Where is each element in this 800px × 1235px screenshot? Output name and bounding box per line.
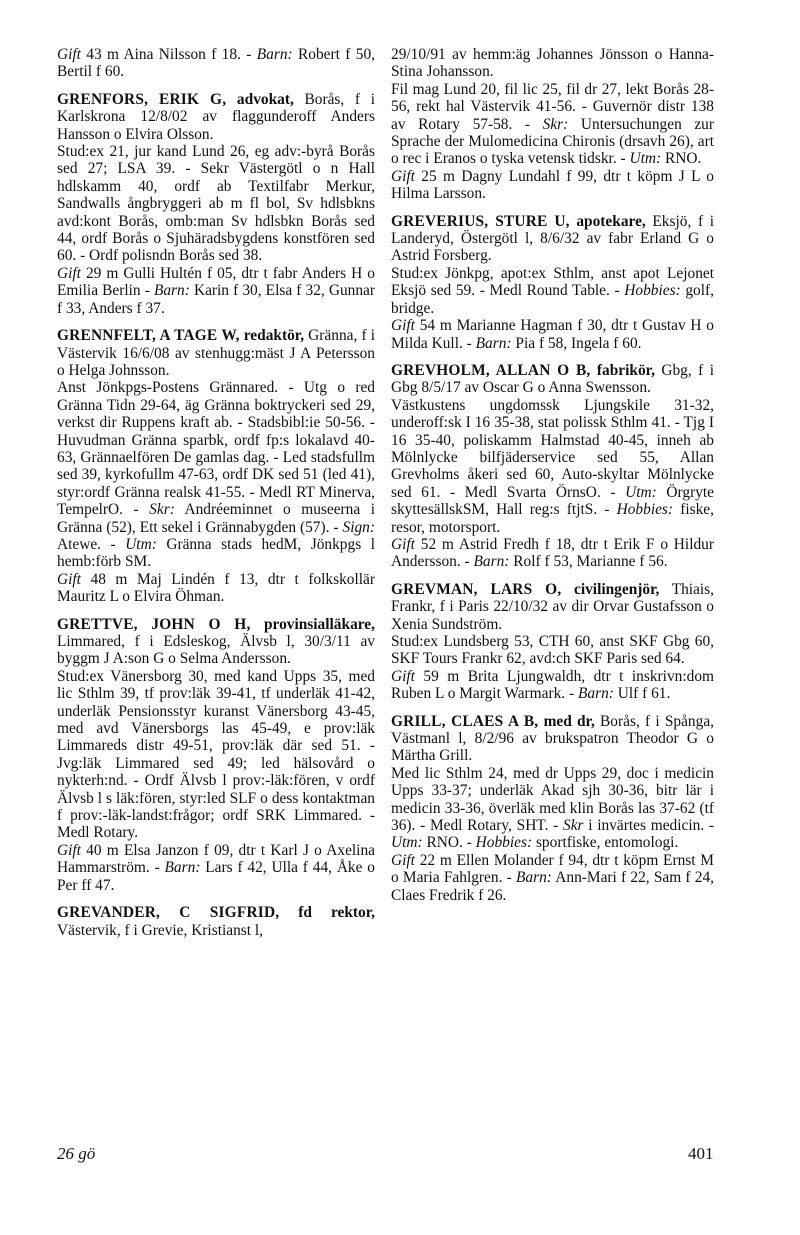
entry-title: fabrikör,: [590, 361, 655, 379]
utm-text: Örgryte skyttesällskSM, Hall reg:s ftjtS. -: [391, 483, 714, 519]
utm-text: RNO.: [661, 150, 702, 168]
gift-text: 52 m Astrid Fredh f 18, dtr t Erik F o Hildur Andersson. -: [391, 535, 714, 571]
entry-grennfelt: [57, 327, 375, 606]
gift-label: Gift: [391, 167, 415, 185]
entry-title: apotekare,: [569, 212, 646, 230]
gift-text: 40 m Elsa Janzon f 09, dtr t Karl J o Axelina Hammarström. -: [57, 841, 375, 877]
entry-body: [391, 765, 714, 852]
entry-intro: Thiais, Frankr, f i Paris 22/10/32 av dir Orvar Gustafsson o Xenia Sundström.: [391, 580, 715, 633]
entry-title: civilingenjör,: [561, 580, 660, 598]
hobbies-label: Hobbies:: [624, 282, 681, 300]
entry-intro: Eksjö, f i Landeryd, Östergötl l, 8/6/32 av fabr Erland G o Astrid Forsberg.: [391, 212, 714, 265]
gift-line: [57, 265, 375, 317]
barn-text: Ann-Mari f 22, Sam f 24, Claes Fredrik f 26.: [391, 869, 714, 904]
entry-intro: Gbg, f i Gbg 8/5/17 av Oscar G o Anna Swensson.: [391, 361, 714, 397]
left-column: [57, 46, 375, 949]
gift-line: [391, 852, 714, 904]
skr-text: Andréeminnet o museerna i Gränna (52), Ett sekel i Grännabygden (57). -: [57, 501, 375, 536]
body-text: Anst Jönkpgs-Postens Grännared. - Utg o red Gränna Tidn 29-64, äg Gränna boktryckeri sed 29, verkst dir Ruppens kraft ab. - Stadsbibl:ie 50-56. - Huvudman Gränna sparbk, ordf fp:s lokalavd 40-63, Grännaelfören De gamlas dag. - Led stadsfullm sed 39, kyrkofullm 47-63, ordf DK sed 51 (led 41), styr:ordf Gränna realsk 41-55. - Medl RT Minerva, TempelrO. -: [57, 379, 375, 519]
utm-label: Utm:: [629, 150, 662, 168]
entry-intro: Borås, f i Karlskrona 12/8/02 av flaggunderoff Anders Hansson o Elvira Olsson.: [57, 90, 375, 143]
skr-label: Skr: [563, 817, 584, 835]
entry-name: GRETTVE, JOHN O H,: [57, 615, 251, 633]
barn-label: Barn:: [164, 859, 201, 877]
entry-title: fd rektor,: [279, 904, 375, 922]
entry-body: Stud:ex Lundsberg 53, CTH 60, anst SKF Gbg 60, SKF Tours Frankr 62, avd:ch SKF Paris sed 64.: [391, 633, 714, 668]
gift-label: Gift: [57, 570, 81, 588]
entry-title: provinsialläkare,: [250, 615, 375, 633]
gift-label: Gift: [391, 317, 415, 335]
barn-label: Barn:: [473, 553, 510, 571]
gift-line: [391, 668, 714, 703]
barn-label: Barn:: [256, 46, 293, 63]
gift-label: Gift: [57, 264, 81, 282]
skr-text: Untersuchungen zur Sprache der Mulomedicina Chironis (drsavh 26), art o rec i Eranos o tyska vetensk tidskr. -: [391, 115, 715, 168]
entry-header: [57, 616, 375, 668]
entry-title: advokat,: [226, 90, 294, 108]
body-text: Med lic Sthlm 24, med dr Upps 29, doc i medicin Upps 33-37; underläk Akad sjh 30-36, bitr lär i medicin 33-36, överläk med klin Borås las 37-62 (tf 36). - Medl Rotary, SHT. -: [391, 764, 714, 835]
gift-line: [57, 571, 375, 606]
entry-header: [391, 581, 714, 633]
signature-mark: 26 gö: [57, 1144, 96, 1163]
gift-line: [391, 536, 714, 571]
skr-label: Skr:: [542, 115, 569, 133]
utm-text: Gränna stads hedM, Jönkpgs l hemb:förb SM.: [57, 535, 375, 571]
gift-label: Gift: [57, 841, 81, 859]
entry-title: redaktör,: [239, 327, 305, 345]
entry-intro: Borås, f i Spånga, Västmanl l, 8/2/96 av brukspatron Theodor G o Märtha Grill.: [391, 712, 715, 765]
gift-label: Gift: [391, 667, 415, 685]
entry-name: GREVERIUS, STURE U,: [391, 212, 570, 230]
entry-name: GRENFORS, ERIK G,: [57, 90, 227, 108]
utm-label: Utm:: [625, 483, 657, 501]
gift-text: 25 m Dagny Lundahl f 99, dtr t köpm J L o Hilma Larsson.: [391, 167, 714, 203]
barn-text: Karin f 30, Elsa f 32, Gunnar f 33, Anders f 37.: [57, 282, 375, 317]
body-text: Fil mag Lund 20, fil lic 25, fil dr 27, lekt Borås 28-56, rekt hal Västervik 41-56. - Guvernör distr 138 av Rotary 57-58. -: [391, 80, 714, 133]
entry-name: GREVHOLM, ALLAN O B,: [391, 361, 591, 379]
entry-grill: [391, 713, 714, 904]
entry-intro-continued: 29/10/91 av hemm:äg Johannes Jönsson o Hanna-Stina Johansson.: [391, 46, 714, 81]
entry-name: GRENNFELT, A TAGE W,: [57, 327, 240, 345]
gift-text: 59 m Brita Ljungwaldh, dtr t inskrivn:dom Ruben L o Margit Warmark. -: [391, 667, 714, 703]
entry-grevander: [57, 904, 375, 939]
gift-line: [57, 46, 375, 81]
gift-label: Gift: [391, 851, 415, 869]
barn-label: Barn:: [577, 685, 614, 703]
gift-text: 54 m Marianne Hagman f 30, dtr t Gustav H o Milda Kull. -: [391, 317, 714, 352]
entry-body: [391, 81, 714, 168]
body-text: Stud:ex Jönkpg, apot:ex Sthlm, anst apot Lejonet Eksjö sed 59. - Medl Round Table. -: [391, 264, 714, 300]
hobbies-label: Hobbies:: [475, 834, 533, 852]
entry-header: [57, 91, 375, 143]
entry-intro: Västervik, f i Grevie, Kristianst l,: [57, 921, 264, 939]
entry-intro: Limmared, f i Edsleskog, Älvsb l, 30/3/11 av byggm J A:son G o Selma Andersson.: [57, 633, 375, 668]
entry-body: [57, 379, 375, 570]
utm-label: Utm:: [391, 834, 423, 852]
entry-body: Stud:ex Vänersborg 30, med kand Upps 35, med lic Sthlm 39, tf prov:läk 39-41, tf underläk 41-42, underläk Pensionsstyr kuranst Vänersborg 43-45, med avd Vänersborgs las 45-49, e prov:läk Limmareds distr 49-51, prov:läk där sed 51. - Jvg:läk Limmared sed 49; led hälsovård o nykterh:nd. - Ordf Älvsb l prov:-läk:fören, v ordf Älvsb l s läk:fören, styr:led SLF o dess kontaktman f prov:-läk-landst:frågor; ordf SRK Limmared. - Medl Rotary.: [57, 667, 375, 842]
gift-text: 48 m Maj Lindén f 13, dtr t folkskollär Mauritz L o Elvira Öhman.: [57, 570, 375, 606]
gift-label: Gift: [391, 535, 415, 553]
barn-text: Rolf f 53, Marianne f 56.: [509, 553, 668, 571]
utm-text: RNO. -: [422, 834, 476, 852]
continued-entry-fragment: [57, 46, 375, 81]
entry-grettve: [57, 616, 375, 895]
entry-header: [391, 713, 714, 765]
gift-label: Gift: [57, 46, 81, 63]
gift-line: [391, 168, 714, 203]
barn-text: Pia f 58, Ingela f 60.: [511, 334, 642, 352]
utm-label: Utm:: [125, 535, 157, 553]
hobbies-text: sportfiske, entomologi.: [532, 834, 679, 852]
entry-body: Stud:ex 21, jur kand Lund 26, eg adv:-byrå Borås sed 27; LSA 39. - Sekr Västergötl o n Hall hdlskamm 40, ordf ab Textilfabr Merkur, Sandwalls ångbryggeri ab m fl bol, Sv hdlsbkns avd:kont Borås, omb:man Sv hdlsbkn Borås sed 44, ordf Borås o Sjuhäradsbygdens konstfören sed 60. - Ordf polisndn Borås sed 38.: [57, 143, 375, 265]
continued-entry-fragment: [391, 46, 714, 203]
right-column: [391, 46, 714, 914]
entry-name: GREVANDER, C SIGFRID,: [57, 904, 280, 922]
gift-text: 22 m Ellen Molander f 94, dtr t köpm Ernst M o Maria Fahlgren. -: [391, 851, 714, 887]
barn-label: Barn:: [153, 282, 190, 300]
entry-body: [391, 265, 714, 317]
entry-header: [391, 362, 714, 397]
barn-text: Robert f 50, Bertil f 60.: [57, 46, 375, 81]
sign-text: Atewe. -: [57, 535, 126, 553]
entry-grevman: [391, 581, 714, 703]
skr-label: Skr:: [149, 501, 175, 519]
entry-name: GREVMAN, LARS O,: [391, 580, 562, 598]
barn-text: Lars f 42, Ulla f 44, Åke o Per ff 47.: [57, 859, 375, 894]
gift-line: [57, 842, 375, 894]
entry-header: [391, 213, 714, 265]
entry-grevholm: [391, 362, 714, 571]
entry-intro: Gränna, f i Västervik 16/6/08 av stenhugg:mäst J A Petersson o Helga Johnsson.: [57, 327, 375, 379]
skr-text: i invärtes medicin. -: [583, 817, 714, 835]
hobbies-text: fiske, resor, motorsport.: [391, 501, 714, 536]
entry-title: med dr,: [538, 712, 595, 730]
barn-text: Ulf f 61.: [613, 685, 671, 703]
body-text: Västkustens ungdomssk Ljungskile 31-32, underoff:sk I 16 35-38, stat polissk Sthlm 41. - Tjg I 16 35-40, poliskamm Halmstad 40-45, inneh ab Mölnlycke bilfjäderservice sed 55, Allan Grevholms åkeri sed 60, Auto-skyltar Mölnlycke sed 61. - Medl Svarta ÖrnsO. -: [391, 396, 714, 501]
gift-text: 43 m Aina Nilsson f 18. -: [80, 46, 257, 63]
gift-text: 29 m Gulli Hultén f 05, dtr t fabr Anders H o Emilia Berlin -: [57, 264, 375, 300]
entry-header: [57, 904, 375, 939]
barn-label: Barn:: [475, 334, 512, 352]
entry-greverius: [391, 213, 714, 352]
sign-label: Sign:: [342, 518, 375, 536]
barn-label: Barn:: [516, 869, 552, 887]
page-number: 401: [688, 1144, 714, 1163]
entry-header: [57, 327, 375, 379]
hobbies-text: golf, bridge.: [391, 282, 715, 317]
gift-line: [391, 317, 714, 352]
entry-body: [391, 397, 714, 536]
entry-name: GRILL, CLAES A B,: [391, 712, 539, 730]
entry-grenfors: [57, 91, 375, 317]
hobbies-label: Hobbies:: [616, 501, 674, 519]
